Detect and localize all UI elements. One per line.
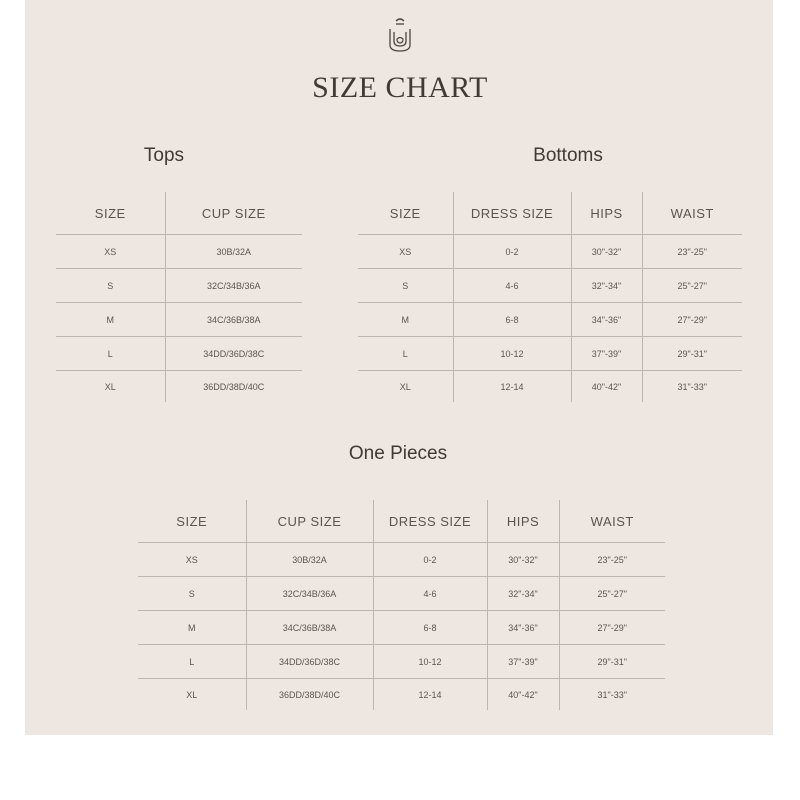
table-cell: 34C/36B/38A — [165, 303, 302, 337]
table-row — [56, 371, 302, 403]
table-cell: 27"-29" — [559, 611, 665, 645]
tops-header-row — [56, 192, 302, 235]
table-cell: 27"-29" — [642, 303, 742, 337]
table-cell: 32C/34B/36A — [165, 269, 302, 303]
table-cell: 37"-39" — [571, 337, 642, 371]
table-cell: XL — [358, 371, 453, 403]
bottoms-body — [358, 235, 742, 403]
table-cell: 32"-34" — [571, 269, 642, 303]
table-cell: 40"-42" — [571, 371, 642, 403]
table-cell: L — [56, 337, 165, 371]
bottoms-table — [358, 192, 742, 402]
one-pieces-body — [138, 543, 665, 711]
table-cell: M — [358, 303, 453, 337]
one-pieces-header-row — [138, 500, 665, 543]
tops-body — [56, 235, 302, 403]
table-row — [358, 303, 742, 337]
table-cell: 36DD/38D/40C — [203, 381, 265, 392]
table-cell: M — [56, 303, 165, 337]
table-cell: 32C/34B/36A — [246, 577, 373, 611]
column-header: SIZE — [56, 192, 165, 235]
table-cell: 25"-27" — [559, 577, 665, 611]
table-cell: 25"-27" — [642, 269, 742, 303]
column-header: CUP SIZE — [246, 500, 373, 543]
column-header: HIPS — [571, 192, 642, 235]
table-cell: 37"-39" — [487, 645, 559, 679]
table-cell: 29"-31" — [642, 337, 742, 371]
table-cell: 4-6 — [373, 577, 487, 611]
table-cell: M — [138, 611, 246, 645]
column-header: SIZE — [358, 192, 453, 235]
table-cell: 6-8 — [373, 611, 487, 645]
column-header: CUP SIZE — [165, 192, 302, 235]
table-cell: S — [358, 269, 453, 303]
table-cell: 4-6 — [453, 269, 571, 303]
table-cell: 30"-32" — [487, 543, 559, 577]
one-pieces-heading: One Pieces — [348, 443, 448, 464]
table-cell: XS — [358, 235, 453, 269]
tops-heading: Tops — [143, 145, 185, 166]
table-cell: 34C/36B/38A — [246, 611, 373, 645]
table-cell: 0-2 — [453, 235, 571, 269]
brand-monogram-icon — [387, 16, 413, 54]
table-cell: 32"-34" — [487, 577, 559, 611]
table-row — [358, 337, 742, 371]
table-cell: 10-12 — [373, 645, 487, 679]
table-cell: 34"-36" — [571, 303, 642, 337]
table-cell: 34DD/36D/38C — [246, 645, 373, 679]
table-row — [358, 371, 742, 403]
table-row — [138, 645, 665, 679]
column-header: WAIST — [642, 192, 742, 235]
one-pieces-table — [138, 500, 665, 710]
column-header: SIZE — [138, 500, 246, 543]
bottoms-header-row — [358, 192, 742, 235]
table-row — [56, 337, 302, 371]
column-header: HIPS — [487, 500, 559, 543]
table-cell: 36DD/38D/40C — [246, 679, 373, 711]
table-cell: L — [358, 337, 453, 371]
table-cell: 10-12 — [453, 337, 571, 371]
table-row — [56, 235, 302, 269]
column-header: WAIST — [559, 500, 665, 543]
table-cell: 29"-31" — [559, 645, 665, 679]
table-row — [138, 543, 665, 577]
page-title: SIZE CHART — [312, 71, 488, 104]
table-cell: XS — [138, 543, 246, 577]
table-cell: 30B/32A — [246, 543, 373, 577]
table-cell: S — [56, 269, 165, 303]
table-cell: 31"-33" — [597, 689, 627, 700]
table-row — [56, 269, 302, 303]
table-cell: 23"-25" — [559, 543, 665, 577]
column-header: DRESS SIZE — [453, 192, 571, 235]
table-cell: 30B/32A — [165, 235, 302, 269]
table-row — [56, 303, 302, 337]
table-cell: 0-2 — [373, 543, 487, 577]
tops-table — [56, 192, 302, 402]
table-cell: 40"-42" — [487, 679, 559, 711]
table-cell: 6-8 — [453, 303, 571, 337]
table-cell: L — [138, 645, 246, 679]
table-row — [138, 611, 665, 645]
table-row — [358, 269, 742, 303]
table-row — [138, 577, 665, 611]
table-cell: XS — [56, 235, 165, 269]
table-row — [358, 235, 742, 269]
bottoms-heading: Bottoms — [533, 145, 603, 166]
table-cell: 34DD/36D/38C — [165, 337, 302, 371]
table-cell: 12-14 — [453, 371, 571, 403]
table-cell: XL — [56, 371, 165, 403]
table-row — [138, 679, 665, 711]
column-header: DRESS SIZE — [373, 500, 487, 543]
table-cell: S — [138, 577, 246, 611]
table-cell: 23"-25" — [642, 235, 742, 269]
table-cell: 31"-33" — [677, 381, 707, 392]
table-cell: 30"-32" — [571, 235, 642, 269]
table-cell: XL — [138, 679, 246, 711]
table-cell: 12-14 — [373, 679, 487, 711]
table-cell: 34"-36" — [487, 611, 559, 645]
